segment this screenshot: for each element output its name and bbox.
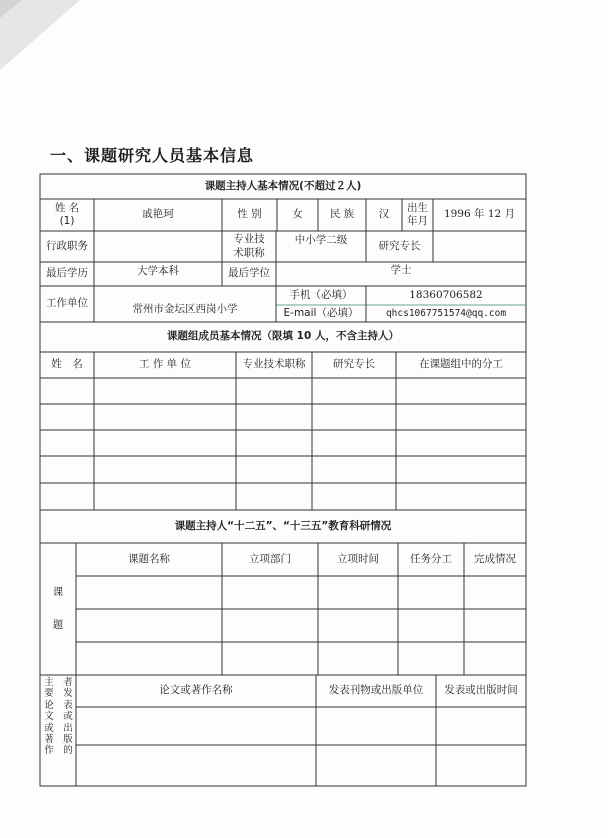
gender-value[interactable]: 女 [292, 208, 303, 221]
papers-side-label-left [40, 675, 58, 786]
projects-col-dept: 立项部门 [249, 552, 291, 565]
workplace-value[interactable]: 常州市金坛区西岗小学 [132, 302, 238, 315]
research-label: 研究专长 [378, 239, 421, 252]
research-value[interactable] [433, 231, 526, 262]
projects-side-label: 课 题 [52, 585, 64, 632]
name-value[interactable]: 戚艳珂 [142, 208, 174, 221]
email-value[interactable]: qhcs1067751574@qq.com [385, 307, 507, 319]
gender-label: 性 别 [237, 208, 262, 221]
papers-col-publisher: 发表刊物或出版单位 [328, 684, 424, 697]
projects-col-name: 课题名称 [128, 552, 170, 565]
projects-col-task: 任务分工 [410, 552, 452, 565]
admin-post-label: 行政职务 [46, 239, 88, 252]
ethnicity-label: 民 族 [329, 208, 355, 221]
education-value[interactable]: 大学本科 [137, 265, 179, 277]
members-col-workplace: 工 作 单 位 [138, 358, 191, 371]
projects-col-status: 完成情况 [474, 552, 516, 565]
email-label: E-mail（必填） [283, 306, 359, 319]
section-title: 一、课题研究人员基本信息 [50, 146, 255, 165]
phone-value[interactable]: 18360706582 [409, 288, 483, 301]
members-col-title: 专业技术职称 [242, 358, 306, 371]
admin-post-value[interactable] [94, 231, 222, 262]
degree-label: 最后学位 [228, 267, 270, 280]
papers-side-label-right [60, 675, 76, 786]
name-label: 姓 名 (1) [54, 201, 80, 227]
title-value[interactable]: 中小学二级 [294, 234, 348, 246]
papers-col-title: 论文或著作名称 [159, 684, 233, 697]
members-col-role: 在课题组中的分工 [419, 358, 503, 371]
education-label: 最后学历 [46, 267, 88, 280]
members-col-name: 姓 名 [51, 358, 83, 371]
members-col-research: 研究专长 [333, 358, 375, 371]
projects-col-time: 立项时间 [337, 552, 379, 565]
title-label: 专业技 术职称 [233, 233, 265, 259]
members-section-header: 课题组成员基本情况（限填 10 人，不含主持人） [167, 330, 399, 343]
papers-col-date: 发表或出版时间 [444, 684, 518, 697]
host-section-header: 课题主持人基本情况(不超过２人) [204, 179, 362, 192]
birth-label: 出生 年月 [407, 201, 428, 227]
phone-label: 手机（必填） [289, 288, 353, 301]
papers-side-label-right-text: 者发表或出版的 [63, 677, 73, 757]
degree-value[interactable]: 学士 [390, 264, 412, 276]
ethnicity-value[interactable]: 汉 [378, 208, 390, 221]
workplace-label: 工作单位 [46, 297, 88, 310]
birth-value[interactable]: 1996 年 12 月 [443, 208, 516, 221]
projects-section-header: 课题主持人“十二五”、“十三五”教育科研情况 [174, 519, 392, 532]
papers-side-label-left-text: 主要论文或著作 [44, 677, 54, 757]
